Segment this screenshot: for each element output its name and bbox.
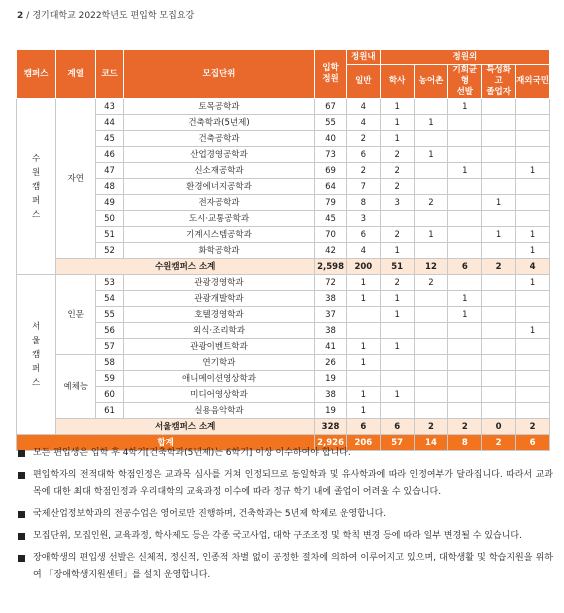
header-campus: 캠퍼스 [17, 50, 56, 99]
table-row [17, 131, 550, 147]
special-cell [482, 355, 516, 371]
note-text: 모든 편입생은 입학 후 4학기[건축학과(5년제)는 6학기] 이상 이수하여야 합니다. [33, 448, 351, 458]
code-cell: 46 [96, 147, 123, 163]
rural-cell: 1 [414, 147, 448, 163]
division-label-natural: 자연 [56, 99, 96, 259]
basic-cell [448, 403, 482, 419]
header-unit: 모집단위 [123, 50, 314, 99]
table-row [17, 163, 550, 179]
subtotal-label: 수원캠퍼스 소계 [56, 259, 315, 275]
table-row [17, 227, 550, 243]
subtotal-rural: 2 [414, 419, 448, 435]
basic-cell [448, 131, 482, 147]
basic-cell [448, 339, 482, 355]
rural-cell [414, 131, 448, 147]
general-cell: 1 [346, 387, 380, 403]
quota-cell: 45 [315, 211, 347, 227]
table-row [17, 99, 550, 115]
unit-name-cell: 미디어영상학과 [123, 387, 314, 403]
total-special: 2 [482, 435, 516, 451]
note-text: 모집단위, 모집인원, 교육과정, 학사제도 등은 각종 국고사업, 대학 구조조정 및 학칙 변경 등에 따라 일부 변경될 수 있습니다. [33, 531, 522, 541]
quota-cell: 19 [315, 403, 347, 419]
campus-label-suwon: 수 원 캠 퍼 스 [17, 99, 56, 275]
note-text: 장애학생의 편입생 선발은 신체적, 정신적, 인종적 차별 없이 공정한 절차에 의하여 이루어지고 있으며, 대학생활 및 학습지원을 위하여 「장애학생지원센터」를 설치 운영합니다. [33, 553, 553, 580]
special-cell [482, 147, 516, 163]
quota-cell: 72 [315, 275, 347, 291]
basic-cell [448, 227, 482, 243]
unit-name-cell: 토목공학과 [123, 99, 314, 115]
rural-cell [414, 307, 448, 323]
rural-cell: 2 [414, 275, 448, 291]
unit-name-cell: 도시·교통공학과 [123, 211, 314, 227]
special-cell [482, 99, 516, 115]
general-cell: 1 [346, 291, 380, 307]
overseas-cell [516, 179, 550, 195]
note-text: 국제산업정보학과의 전공수업은 영어로만 진행하며, 건축학과는 5년제 학제로 운영합니다. [33, 509, 387, 519]
code-cell: 57 [96, 339, 123, 355]
quota-cell: 79 [315, 195, 347, 211]
overseas-cell: 1 [516, 243, 550, 259]
header-overseas: 재외국민 [516, 65, 550, 99]
overseas-cell [516, 387, 550, 403]
header-division: 계열 [56, 50, 96, 99]
code-cell: 53 [96, 275, 123, 291]
rural-cell [414, 387, 448, 403]
basic-cell [448, 275, 482, 291]
table-row [17, 371, 550, 387]
quota-cell: 55 [315, 115, 347, 131]
subtotal-bachelor: 51 [380, 259, 414, 275]
subtotal-rural: 12 [414, 259, 448, 275]
special-cell [482, 211, 516, 227]
bachelor-cell: 1 [380, 243, 414, 259]
page-number: 2 [17, 11, 24, 21]
bullet-square-icon [18, 450, 25, 457]
table-row [17, 339, 550, 355]
bachelor-cell: 3 [380, 195, 414, 211]
unit-name-cell: 관광개발학과 [123, 291, 314, 307]
bullet-square-icon [18, 472, 25, 479]
overseas-cell [516, 131, 550, 147]
basic-cell: 1 [448, 163, 482, 179]
overseas-cell [516, 307, 550, 323]
table-row [17, 403, 550, 419]
unit-name-cell: 호텔경영학과 [123, 307, 314, 323]
quota-cell: 69 [315, 163, 347, 179]
header-out-quota: 정원외 [380, 50, 549, 65]
bachelor-cell: 2 [380, 179, 414, 195]
quota-cell: 19 [315, 371, 347, 387]
rural-cell [414, 99, 448, 115]
special-cell [482, 387, 516, 403]
page-separator: / [26, 11, 30, 21]
bachelor-cell: 2 [380, 147, 414, 163]
general-cell: 1 [346, 275, 380, 291]
page-header-title: 경기대학교 2022학년도 편입학 모집요강 [32, 11, 195, 21]
special-cell [482, 131, 516, 147]
subtotal-row-suwon [17, 259, 550, 275]
code-cell: 54 [96, 291, 123, 307]
subtotal-row-seoul [17, 419, 550, 435]
bachelor-cell: 2 [380, 275, 414, 291]
overseas-cell [516, 211, 550, 227]
general-cell [346, 371, 380, 387]
total-general: 206 [346, 435, 380, 451]
bachelor-cell: 2 [380, 227, 414, 243]
overseas-cell: 1 [516, 163, 550, 179]
quota-cell: 42 [315, 243, 347, 259]
table-row [17, 147, 550, 163]
table-row [17, 115, 550, 131]
unit-name-cell: 관광경영학과 [123, 275, 314, 291]
quota-cell: 26 [315, 355, 347, 371]
total-overseas: 6 [516, 435, 550, 451]
bachelor-cell: 1 [380, 387, 414, 403]
rural-cell [414, 243, 448, 259]
quota-cell: 70 [315, 227, 347, 243]
bachelor-cell [380, 211, 414, 227]
basic-cell [448, 115, 482, 131]
header-bachelor: 학사 [380, 65, 414, 99]
quota-cell: 73 [315, 147, 347, 163]
quota-cell: 67 [315, 99, 347, 115]
code-cell: 50 [96, 211, 123, 227]
page-header [17, 8, 194, 21]
table-row [17, 275, 550, 291]
special-cell [482, 371, 516, 387]
quota-cell: 41 [315, 339, 347, 355]
quota-cell: 40 [315, 131, 347, 147]
rural-cell [414, 179, 448, 195]
subtotal-special: 2 [482, 259, 516, 275]
rural-cell: 1 [414, 227, 448, 243]
bullet-square-icon [18, 511, 25, 518]
basic-cell [448, 179, 482, 195]
campus-label-seoul: 서 울 캠 퍼 스 [17, 275, 56, 435]
special-cell [482, 163, 516, 179]
header-special-school: 특성화고 졸업자 [482, 65, 516, 99]
special-cell: 1 [482, 195, 516, 211]
table-row [17, 307, 550, 323]
bachelor-cell: 1 [380, 99, 414, 115]
unit-name-cell: 화학공학과 [123, 243, 314, 259]
bachelor-cell: 1 [380, 339, 414, 355]
unit-name-cell: 애니메이션영상학과 [123, 371, 314, 387]
basic-cell [448, 323, 482, 339]
basic-cell: 1 [448, 291, 482, 307]
bachelor-cell: 1 [380, 115, 414, 131]
unit-name-cell: 건축공학과 [123, 131, 314, 147]
general-cell: 4 [346, 99, 380, 115]
table-row [17, 211, 550, 227]
general-cell: 4 [346, 243, 380, 259]
subtotal-overseas: 2 [516, 419, 550, 435]
header-basic: 기회균형 선발 [448, 65, 482, 99]
basic-cell [448, 147, 482, 163]
code-cell: 52 [96, 243, 123, 259]
general-cell [346, 323, 380, 339]
subtotal-quota: 328 [315, 419, 347, 435]
note-item [18, 506, 553, 523]
unit-name-cell: 관광이벤트학과 [123, 339, 314, 355]
overseas-cell [516, 339, 550, 355]
unit-name-cell: 전자공학과 [123, 195, 314, 211]
special-cell [482, 339, 516, 355]
notes-list [18, 445, 553, 589]
unit-name-cell: 연기학과 [123, 355, 314, 371]
special-cell [482, 323, 516, 339]
bachelor-cell [380, 371, 414, 387]
table-row [17, 323, 550, 339]
overseas-cell: 1 [516, 227, 550, 243]
basic-cell [448, 371, 482, 387]
unit-name-cell: 환경에너지공학과 [123, 179, 314, 195]
subtotal-label: 서울캠퍼스 소계 [56, 419, 315, 435]
general-cell: 2 [346, 131, 380, 147]
bachelor-cell: 1 [380, 131, 414, 147]
table-row [17, 387, 550, 403]
code-cell: 48 [96, 179, 123, 195]
basic-cell: 1 [448, 307, 482, 323]
rural-cell [414, 339, 448, 355]
total-quota: 2,926 [315, 435, 347, 451]
unit-name-cell: 외식·조리학과 [123, 323, 314, 339]
rural-cell [414, 371, 448, 387]
total-rural: 14 [414, 435, 448, 451]
general-cell: 1 [346, 339, 380, 355]
subtotal-basic: 6 [448, 259, 482, 275]
quota-cell: 38 [315, 323, 347, 339]
rural-cell [414, 355, 448, 371]
note-item [18, 445, 553, 462]
code-cell: 47 [96, 163, 123, 179]
note-item [18, 467, 553, 501]
unit-name-cell: 신소재공학과 [123, 163, 314, 179]
special-cell [482, 243, 516, 259]
subtotal-general: 200 [346, 259, 380, 275]
code-cell: 58 [96, 355, 123, 371]
rural-cell [414, 291, 448, 307]
code-cell: 44 [96, 115, 123, 131]
special-cell [482, 307, 516, 323]
general-cell [346, 307, 380, 323]
special-cell [482, 403, 516, 419]
total-basic: 8 [448, 435, 482, 451]
rural-cell [414, 403, 448, 419]
subtotal-basic: 2 [448, 419, 482, 435]
special-cell [482, 275, 516, 291]
general-cell: 1 [346, 403, 380, 419]
header-code: 코드 [96, 50, 123, 99]
quota-cell: 38 [315, 291, 347, 307]
code-cell: 61 [96, 403, 123, 419]
bullet-square-icon [18, 533, 25, 540]
code-cell: 49 [96, 195, 123, 211]
general-cell: 2 [346, 163, 380, 179]
division-label-arts: 예체능 [56, 355, 96, 419]
code-cell: 59 [96, 371, 123, 387]
table-row [17, 291, 550, 307]
bachelor-cell: 2 [380, 163, 414, 179]
note-item [18, 550, 553, 584]
special-cell [482, 291, 516, 307]
special-cell [482, 115, 516, 131]
code-cell: 55 [96, 307, 123, 323]
general-cell: 4 [346, 115, 380, 131]
quota-cell: 37 [315, 307, 347, 323]
subtotal-quota: 2,598 [315, 259, 347, 275]
rural-cell [414, 323, 448, 339]
overseas-cell: 1 [516, 323, 550, 339]
subtotal-bachelor: 6 [380, 419, 414, 435]
header-general: 일반 [346, 65, 380, 99]
code-cell: 56 [96, 323, 123, 339]
special-cell [482, 179, 516, 195]
basic-cell [448, 243, 482, 259]
header-quota-total: 입학 정원 [315, 50, 347, 99]
grand-total-label: 합계 [17, 435, 315, 451]
overseas-cell [516, 355, 550, 371]
overseas-cell: 1 [516, 275, 550, 291]
note-item [18, 528, 553, 545]
total-bachelor: 57 [380, 435, 414, 451]
overseas-cell [516, 291, 550, 307]
header-rural: 농어촌 [414, 65, 448, 99]
overseas-cell [516, 99, 550, 115]
subtotal-special: 0 [482, 419, 516, 435]
table-row [17, 243, 550, 259]
rural-cell [414, 163, 448, 179]
basic-cell [448, 211, 482, 227]
overseas-cell [516, 403, 550, 419]
code-cell: 45 [96, 131, 123, 147]
bachelor-cell [380, 355, 414, 371]
general-cell: 1 [346, 355, 380, 371]
rural-cell [414, 211, 448, 227]
unit-name-cell: 산업경영공학과 [123, 147, 314, 163]
note-text: 편입학자의 전적대학 학점인정은 교과목 심사를 거쳐 인정되므로 동일학과 및 유사학과에 따라 인정여부가 달라집니다. 따라서 교과목에 대한 최대 학점인정과 우리대학의 교육과정 이수에 따라 정규 학기 내에 졸업이 어려울 수 있습니다. [33, 470, 553, 497]
bachelor-cell [380, 403, 414, 419]
rural-cell: 1 [414, 115, 448, 131]
basic-cell [448, 195, 482, 211]
special-cell: 1 [482, 227, 516, 243]
table-row [17, 195, 550, 211]
bachelor-cell: 1 [380, 307, 414, 323]
unit-name-cell: 기계시스템공학과 [123, 227, 314, 243]
subtotal-overseas: 4 [516, 259, 550, 275]
basic-cell: 1 [448, 99, 482, 115]
general-cell: 6 [346, 147, 380, 163]
bachelor-cell [380, 323, 414, 339]
basic-cell [448, 355, 482, 371]
general-cell: 3 [346, 211, 380, 227]
overseas-cell [516, 115, 550, 131]
general-cell: 8 [346, 195, 380, 211]
overseas-cell [516, 371, 550, 387]
quota-cell: 38 [315, 387, 347, 403]
admission-quota-table [16, 49, 550, 451]
bullet-square-icon [18, 555, 25, 562]
header-in-quota: 정원내 [346, 50, 380, 65]
bachelor-cell: 1 [380, 291, 414, 307]
unit-name-cell: 실용음악학과 [123, 403, 314, 419]
code-cell: 43 [96, 99, 123, 115]
division-label-humanities: 인문 [56, 275, 96, 355]
table-row [17, 355, 550, 371]
unit-name-cell: 건축학과(5년제) [123, 115, 314, 131]
rural-cell: 2 [414, 195, 448, 211]
code-cell: 51 [96, 227, 123, 243]
code-cell: 60 [96, 387, 123, 403]
overseas-cell [516, 195, 550, 211]
quota-cell: 64 [315, 179, 347, 195]
overseas-cell [516, 147, 550, 163]
table-row [17, 179, 550, 195]
basic-cell [448, 387, 482, 403]
subtotal-general: 6 [346, 419, 380, 435]
general-cell: 7 [346, 179, 380, 195]
general-cell: 6 [346, 227, 380, 243]
